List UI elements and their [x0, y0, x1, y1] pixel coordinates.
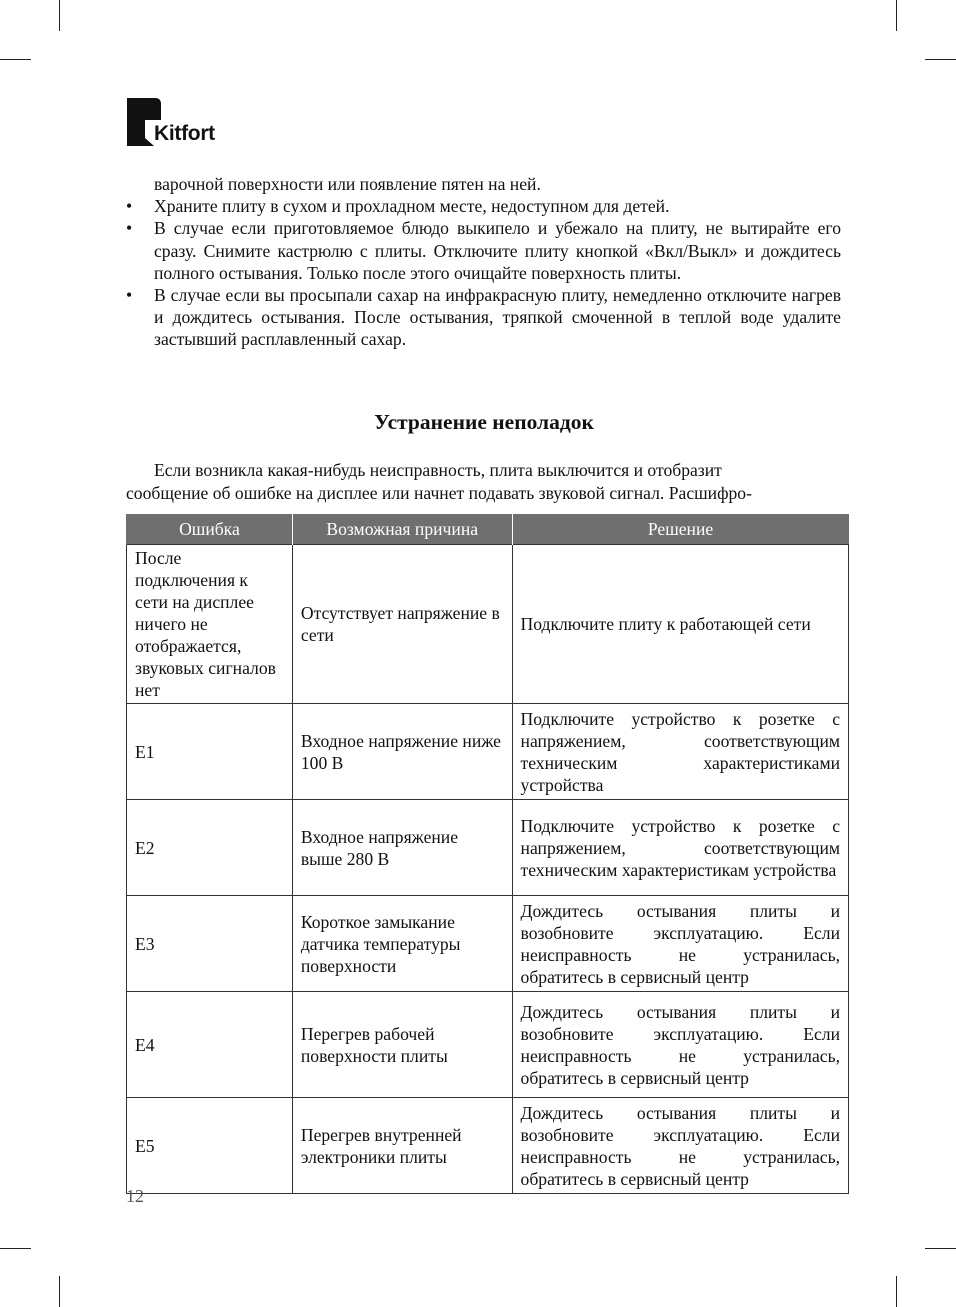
error-cell: E1 — [127, 704, 293, 800]
solution-cell — [512, 992, 848, 1098]
care-list — [126, 195, 841, 350]
crop-mark — [925, 59, 956, 60]
table-row — [127, 545, 849, 704]
solution-cell — [512, 896, 848, 992]
column-header-solution: Решение — [512, 514, 848, 545]
section-intro — [126, 459, 841, 504]
solution-cell — [512, 704, 848, 800]
bullet-icon: • — [126, 196, 133, 217]
crop-mark — [896, 0, 897, 31]
solution-text: Дождитесь остывания плиты и возобновите эксплуатацию. Если неисправность не устранилась, обратитесь в сервисный центр — [520, 1102, 840, 1189]
bullet-icon: • — [126, 218, 133, 239]
solution-cell — [512, 545, 848, 704]
solution-text: Подключите устройство к розетке с напряжением, соответствующим техническим характеристиками устройства — [520, 708, 840, 795]
column-header-error: Ошибка — [127, 514, 293, 545]
solution-text: Дождитесь остывания плиты и возобновите эксплуатацию. Если неисправность не устранилась, обратитесь в сервисный центр — [520, 900, 840, 987]
list-item-text: Храните плиту в сухом и прохладном месте, недоступном для детей. — [154, 196, 670, 217]
cause-cell: Перегрев внутренней электроники плиты — [292, 1098, 512, 1194]
continuation-text: варочной поверхности или появление пятен на ней. — [154, 174, 541, 194]
solution-text: Подключите плиту к работающей сети — [520, 614, 811, 634]
cause-cell: Входное напряжение ниже 100 В — [292, 704, 512, 800]
care-instructions — [126, 173, 841, 351]
cause-cell: Отсутствует напряжение в сети — [292, 545, 512, 704]
section-title: Устранение неполадок — [374, 410, 594, 434]
cause-cell: Входное напряжение выше 280 В — [292, 800, 512, 896]
table-row — [127, 992, 849, 1098]
cause-cell: Перегрев рабочей поверхности плиты — [292, 992, 512, 1098]
list-item — [126, 195, 841, 217]
solution-text: Подключите устройство к розетке с напряжением, соответствующим техническим характеристикам устройства — [520, 815, 840, 880]
cause-cell: Короткое замыкание датчика температуры поверхности — [292, 896, 512, 992]
bullet-icon: • — [126, 285, 133, 306]
error-table — [126, 514, 849, 1194]
error-cell: E2 — [127, 800, 293, 896]
table-row — [127, 1098, 849, 1194]
error-cell: E4 — [127, 992, 293, 1098]
list-item-text: В случае если вы просыпали сахар на инфракрасную плиту, немедленно отключите нагрев и дождитесь остывания. После остывания, тряпкой смоченной в теплой воде удалите застывший расплавленный сахар. — [154, 285, 841, 350]
list-item-text: В случае если приготовляемое блюдо выкипело и убежало на плиту, не вытирайте его сразу. Снимите кастрюлю с плиты. Отключите плиту кнопкой «Вкл/Выкл» и дождитесь полного остывания. Только после этого очищайте поверхность плиты. — [154, 218, 841, 283]
section-intro-line: сообщение об ошибке на дисплее или начнет подавать звуковой сигнал. Расшифро- — [126, 482, 752, 503]
table-row — [127, 704, 849, 800]
solution-cell — [512, 1098, 848, 1194]
table-header-row — [127, 514, 849, 545]
list-item — [126, 217, 841, 284]
crop-mark — [925, 1248, 956, 1249]
table-row — [127, 800, 849, 896]
error-cell: E5 — [127, 1098, 293, 1194]
solution-text: Дождитесь остывания плиты и возобновите эксплуатацию. Если неисправность не устранилась, обратитесь в сервисный центр — [520, 1001, 840, 1088]
crop-mark — [59, 1276, 60, 1307]
solution-cell — [512, 800, 848, 896]
error-cell: После подключения к сети на дисплее ничего не отображается, звуковых сигналов нет — [127, 545, 293, 704]
list-item — [126, 284, 841, 351]
brand-name: Kitfort — [154, 122, 215, 145]
crop-mark — [59, 0, 60, 31]
crop-mark — [896, 1276, 897, 1307]
table-row — [127, 896, 849, 992]
crop-mark — [0, 59, 31, 60]
crop-mark — [0, 1248, 31, 1249]
column-header-cause: Возможная причина — [292, 514, 512, 545]
page-number: 12 — [126, 1186, 144, 1206]
error-cell: E3 — [127, 896, 293, 992]
section-intro-line: Если возникла какая-нибудь неисправность, плита выключится и отобразит — [154, 460, 722, 480]
